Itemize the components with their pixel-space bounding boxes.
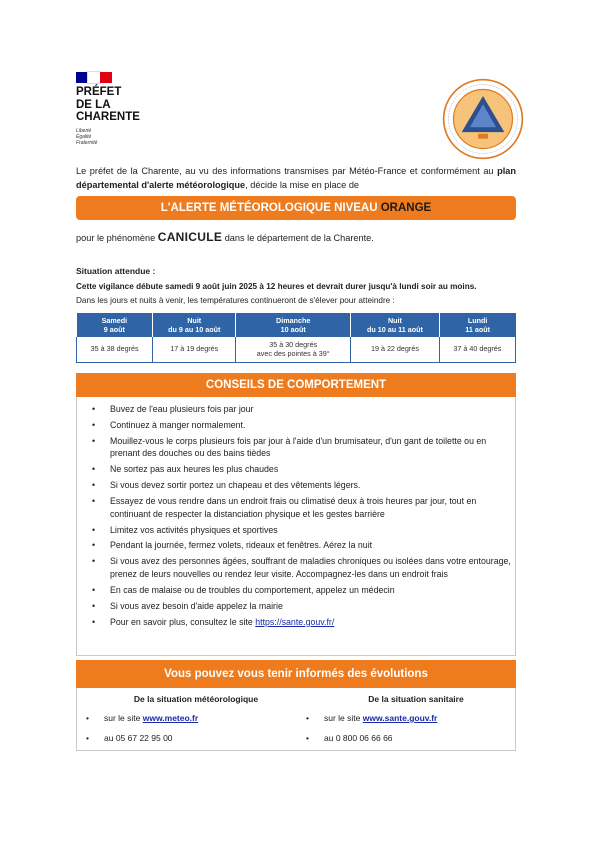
list-item: • au 0 800 06 66 66 — [306, 732, 526, 744]
temp-value: 35 à 30 degrés — [269, 340, 318, 349]
header-day: Samedi — [101, 316, 128, 325]
intro-text: Le préfet de la Charente, au vu des informations transmises par Météo-France et conformément au — [76, 166, 498, 176]
devise-line: Fraternité — [76, 140, 98, 146]
list-item: • Mouillez-vous le corps plusieurs fois par jour à l'aide d'un brumisateur, d'un gant de toilette ou en prenant des douches ou des bains tièdes — [92, 435, 516, 460]
meteo-link[interactable]: www.meteo.fr — [142, 713, 199, 723]
prefecture-logo-text — [76, 86, 140, 124]
table-header-cell — [351, 313, 440, 337]
sante-heading: De la situation sanitaire — [368, 694, 464, 704]
list-item: • En cas de malaise ou de troubles du comportement, appelez un médecin — [92, 584, 516, 597]
prefet-line: CHARENTE — [76, 111, 140, 123]
site-prefix: sur le site — [324, 713, 363, 723]
table-header-cell — [236, 313, 351, 337]
list-item-text: Pour en savoir plus, consultez le site — [110, 616, 256, 627]
list-item: • Buvez de l'eau plusieurs fois par jour — [92, 403, 516, 416]
plan-reference: plan départemental d'alerte météorologique — [76, 166, 516, 190]
table-header-row — [77, 313, 516, 337]
conseils-banner: CONSEILS DE COMPORTEMENT — [76, 373, 516, 397]
table-cell — [439, 337, 515, 363]
header-day: Lundi — [467, 316, 488, 325]
phenomenon-line — [76, 230, 374, 244]
list-item: • Ne sortez pas aux heures les plus chaudes — [92, 463, 516, 476]
phenomenon-suffix: dans le département de la Charente. — [222, 233, 374, 243]
intro-text-end: , décide la mise en place de — [245, 179, 360, 190]
list-item: • Si vous avez besoin d'aide appelez la mairie — [92, 600, 516, 613]
temp-value: 19 à 22 degrés — [370, 344, 419, 354]
table-header-cell — [439, 313, 515, 337]
sante-column — [306, 694, 526, 752]
temp-value: 37 à 40 degrés — [453, 344, 502, 354]
alert-level-banner — [76, 196, 516, 220]
site-prefix: sur le site — [104, 713, 143, 723]
temp-note: avec des pointes à 39° — [256, 348, 330, 358]
situation-title: Situation attendue : — [76, 266, 156, 276]
civil-protection-seal-icon — [442, 78, 524, 160]
devise-line: Liberté — [76, 128, 92, 134]
meteo-column — [86, 694, 306, 752]
list-item: • Si vous devez sortir portez un chapeau et des vêtements légers. — [92, 479, 516, 492]
list-item: • Continuez à manger normalement. — [92, 419, 516, 432]
devise — [76, 128, 97, 146]
sante-link[interactable]: https://sante.gouv.fr/ — [255, 616, 335, 627]
table-cell — [236, 337, 351, 363]
meteo-heading: De la situation météorologique — [133, 694, 259, 704]
header-date: 9 août — [103, 325, 125, 334]
header-date: du 9 au 10 août — [168, 325, 221, 334]
table-row — [77, 337, 516, 363]
sante-gouv-link[interactable]: www.sante.gouv.fr — [362, 713, 438, 723]
prefet-line: DE LA — [76, 98, 111, 111]
alert-banner-text: L'ALERTE MÉTÉOROLOGIQUE NIVEAU — [160, 202, 381, 214]
table-cell — [153, 337, 236, 363]
intro-paragraph — [76, 165, 516, 192]
list-item — [92, 616, 516, 629]
list-item — [306, 712, 526, 724]
table-header-cell — [153, 313, 236, 337]
devise-line: Égalité — [76, 134, 92, 140]
list-item: • Essayez de vous rendre dans un endroit frais ou climatisé deux à trois heures par jour, tout en continuant de respecter la distanciation physique et les gestes barrière — [92, 495, 516, 520]
header-day: Dimanche — [276, 316, 311, 325]
list-item — [86, 712, 306, 724]
list-item: • Limitez vos activités physiques et sportives — [92, 524, 516, 537]
header-day: Nuit — [187, 316, 202, 325]
list-item: • au 05 67 22 95 00 — [86, 732, 306, 744]
temperature-intro: Dans les jours et nuits à venir, les températures continueront de s'élever pour atteindre : — [76, 296, 395, 305]
table-cell — [77, 337, 153, 363]
header-date: du 10 au 11 août — [366, 325, 423, 334]
phenomenon-prefix: pour le phénomène — [76, 233, 158, 243]
list-item: • Si vous avez des personnes âgées, souffrant de maladies chroniques ou isolées dans votre entourage, prenez de leurs nouvelles ou rendez leur visite. Accompagnez-les dans un endroit frais — [92, 555, 516, 580]
conseils-list — [92, 403, 516, 631]
header-date: 11 août — [465, 325, 491, 334]
table-header-cell — [77, 313, 153, 337]
table-cell — [351, 337, 440, 363]
prefet-line: PRÉFET — [76, 86, 122, 98]
temperature-table — [76, 313, 516, 363]
temp-value: 17 à 19 degrés — [170, 344, 219, 354]
header-day: Nuit — [387, 316, 402, 325]
marianne-flag-icon — [76, 72, 112, 83]
vigilance-period: Cette vigilance débute samedi 9 août juin 2025 à 12 heures et devrait durer jusqu'à lundi soir au moins. — [76, 282, 477, 291]
info-banner: Vous pouvez vous tenir informés des évolutions — [76, 660, 516, 688]
alert-level-word: ORANGE — [380, 202, 432, 214]
phenomenon-name: CANICULE — [157, 230, 223, 244]
header-date: 10 août — [280, 325, 306, 334]
temp-value: 35 à 38 degrés — [90, 344, 139, 354]
list-item: • Pendant la journée, fermez volets, rideaux et fenêtres. Aérez la nuit — [92, 539, 516, 552]
